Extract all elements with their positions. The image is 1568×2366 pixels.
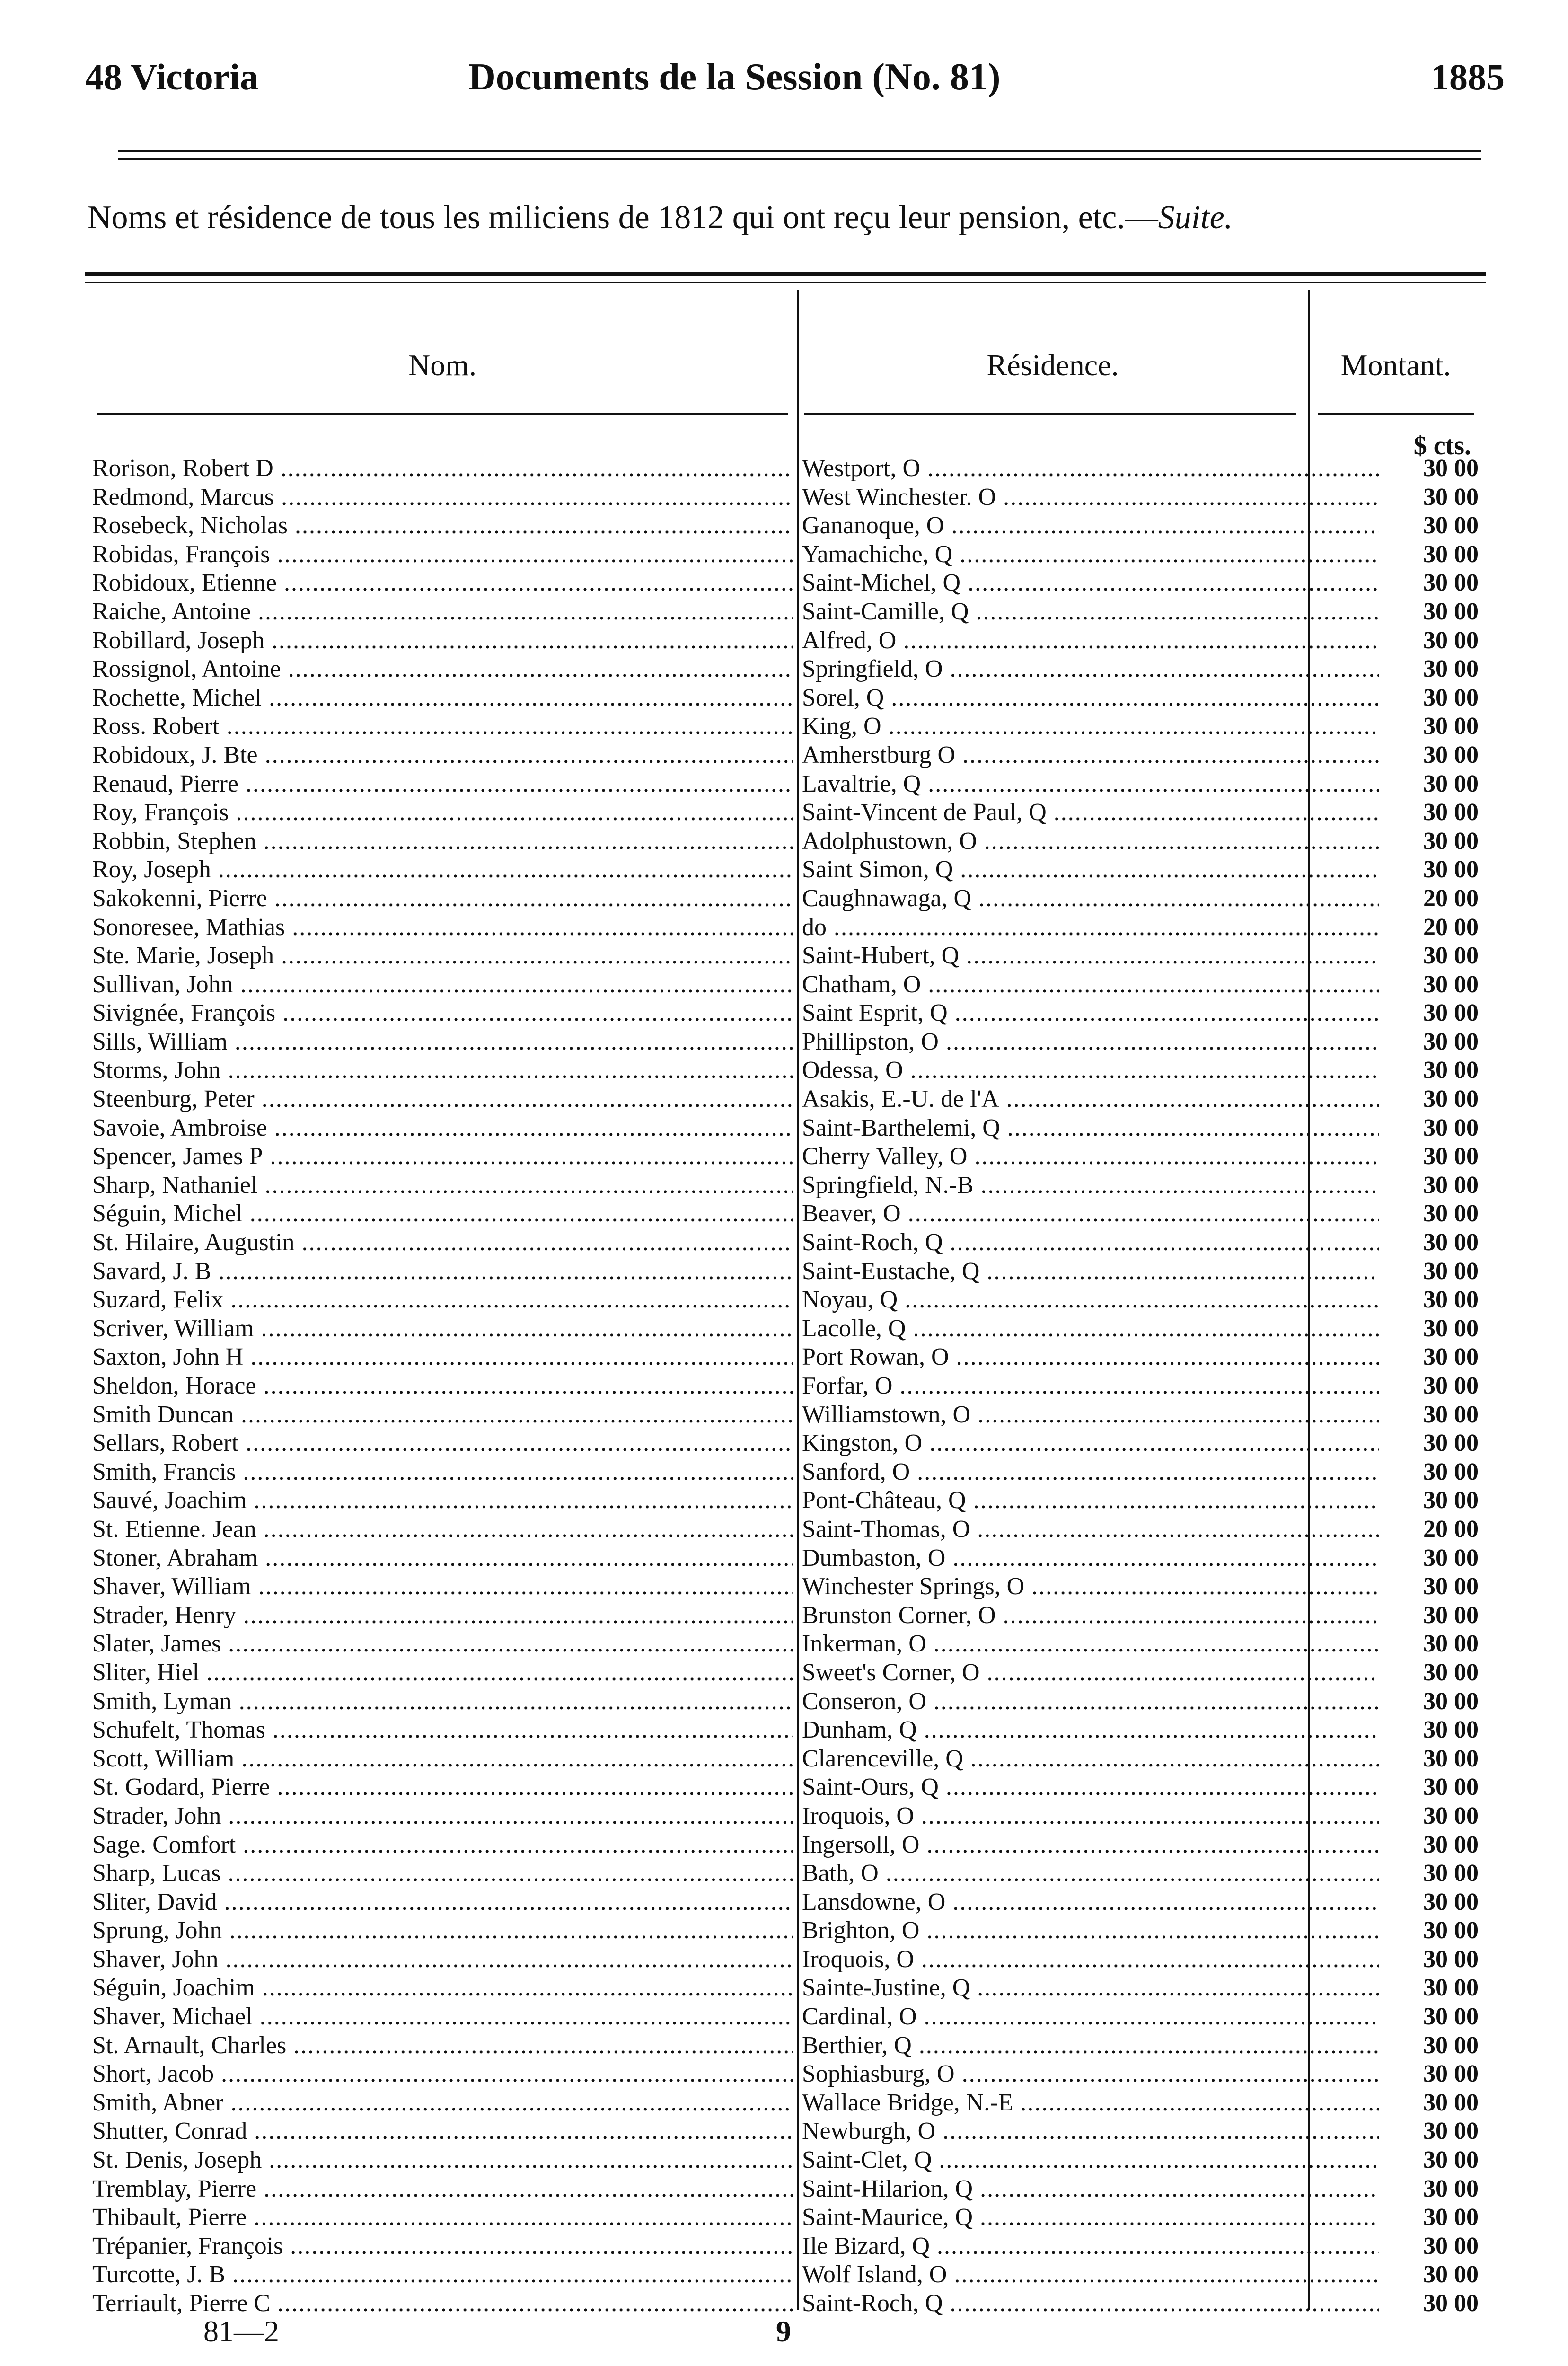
- amount-cell: 30 00: [1423, 1601, 1479, 1629]
- amount-cell: 30 00: [1423, 1458, 1479, 1485]
- militia-name: Saxton, John H .....: [92, 1343, 793, 1371]
- militia-name: Smith, Francis .....: [92, 1458, 793, 1486]
- militia-name: Trépanier, François .....: [92, 2232, 793, 2260]
- amount-cell: 30 00: [1423, 540, 1479, 568]
- amount-cell: 30 00: [1423, 1114, 1479, 1141]
- residence-cell: Dunham, Q .....: [802, 1716, 1379, 1744]
- residence-cell: Clarenceville, Q .....: [802, 1745, 1379, 1773]
- table-row: [92, 684, 1479, 713]
- amount-cell: 30 00: [1423, 598, 1479, 625]
- amount-cell: 30 00: [1423, 1860, 1479, 1887]
- table-row: [92, 1888, 1479, 1917]
- militia-name: Thibault, Pierre .....: [92, 2203, 793, 2232]
- footer-document-number: 81—2: [203, 2314, 279, 2348]
- table-row: [92, 454, 1479, 483]
- militia-name: Roy, François .....: [92, 798, 793, 827]
- amount-cell: 30 00: [1423, 1687, 1479, 1715]
- amount-cell: 30 00: [1423, 827, 1479, 855]
- pension-table: [92, 454, 1479, 2318]
- table-row: [92, 942, 1479, 971]
- residence-cell: Wallace Bridge, N.-E .....: [802, 2089, 1379, 2117]
- residence-cell: Iroquois, O .....: [802, 1945, 1379, 1974]
- militia-name: Raiche, Antoine .....: [92, 598, 793, 626]
- residence-cell: Saint-Hilarion, Q .....: [802, 2175, 1379, 2203]
- amount-cell: 30 00: [1423, 1028, 1479, 1055]
- militia-name: Sheldon, Horace .....: [92, 1372, 793, 1400]
- militia-name: Steenburg, Peter .....: [92, 1085, 793, 1113]
- table-row: [92, 1429, 1479, 1458]
- residence-cell: Brunston Corner, O .....: [802, 1601, 1379, 1630]
- militia-name: Robidoux, Etienne .....: [92, 569, 793, 597]
- table-row: [92, 1916, 1479, 1945]
- militia-name: Smith, Lyman .....: [92, 1687, 793, 1716]
- amount-cell: 30 00: [1423, 1200, 1479, 1227]
- table-row: [92, 1372, 1479, 1401]
- residence-cell: Saint-Michel, Q .....: [802, 569, 1379, 597]
- table-row: [92, 971, 1479, 999]
- militia-name: Spencer, James P .....: [92, 1142, 793, 1171]
- militia-name: Sivignée, François .....: [92, 999, 793, 1027]
- table-top-rule-thin: [85, 282, 1486, 283]
- amount-cell: 30 00: [1423, 1086, 1479, 1113]
- table-row: [92, 1659, 1479, 1687]
- amount-cell: 30 00: [1423, 1430, 1479, 1457]
- table-row: [92, 770, 1479, 799]
- table-row: [92, 1515, 1479, 1544]
- table-row: [92, 2031, 1479, 2060]
- table-row: [92, 1228, 1479, 1257]
- amount-cell: 30 00: [1423, 713, 1479, 740]
- militia-name: Robbin, Stephen .....: [92, 827, 793, 856]
- militia-name: Rochette, Michel .....: [92, 684, 793, 712]
- residence-cell: Caughnawaga, Q .....: [802, 884, 1379, 913]
- table-row: [92, 856, 1479, 884]
- table-row: [92, 1315, 1479, 1343]
- militia-name: Slater, James .....: [92, 1630, 793, 1658]
- table-row: [92, 2117, 1479, 2146]
- residence-cell: Bath, O .....: [802, 1859, 1379, 1888]
- residence-cell: Kingston, O .....: [802, 1429, 1379, 1457]
- table-row: [92, 1745, 1479, 1774]
- currency-label: $ cts.: [1413, 431, 1471, 460]
- militia-name: Sonoresee, Mathias .....: [92, 913, 793, 942]
- header-sep-montant: [1318, 413, 1474, 415]
- militia-name: Sauvé, Joachim .....: [92, 1486, 793, 1515]
- table-row: [92, 1544, 1479, 1573]
- militia-name: Smith, Abner .....: [92, 2089, 793, 2117]
- amount-cell: 30 00: [1423, 1659, 1479, 1686]
- militia-name: Séguin, Michel .....: [92, 1200, 793, 1228]
- residence-cell: Ile Bizard, Q .....: [802, 2232, 1379, 2260]
- militia-name: Ross. Robert .....: [92, 712, 793, 741]
- militia-name: Ste. Marie, Joseph .....: [92, 942, 793, 970]
- table-row: [92, 1831, 1479, 1860]
- table-row: [92, 1945, 1479, 1974]
- residence-cell: Saint-Roch, Q .....: [802, 1228, 1379, 1257]
- residence-cell: Cardinal, O .....: [802, 2003, 1379, 2031]
- amount-cell: 30 00: [1423, 455, 1479, 482]
- table-row: [92, 2175, 1479, 2204]
- amount-cell: 30 00: [1423, 1745, 1479, 1772]
- residence-cell: Noyau, Q .....: [802, 1286, 1379, 1314]
- table-row: [92, 2146, 1479, 2175]
- amount-cell: 30 00: [1423, 483, 1479, 511]
- table-row: [92, 1773, 1479, 1802]
- residence-cell: Springfield, N.-B .....: [802, 1171, 1379, 1200]
- residence-cell: Beaver, O .....: [802, 1200, 1379, 1228]
- amount-cell: 30 00: [1423, 1057, 1479, 1084]
- residence-cell: Phillipston, O .....: [802, 1028, 1379, 1056]
- residence-cell: Yamachiche, Q .....: [802, 540, 1379, 569]
- amount-cell: 30 00: [1423, 2003, 1479, 2031]
- table-row: [92, 1200, 1479, 1228]
- table-row: [92, 1028, 1479, 1057]
- table-row: [92, 827, 1479, 856]
- amount-cell: 30 00: [1423, 2232, 1479, 2260]
- militia-name: Scriver, William .....: [92, 1315, 793, 1343]
- residence-cell: Iroquois, O .....: [802, 1802, 1379, 1830]
- amount-cell: 30 00: [1423, 2146, 1479, 2174]
- table-row: [92, 1142, 1479, 1171]
- militia-name: Storms, John .....: [92, 1056, 793, 1085]
- table-row: [92, 1974, 1479, 2003]
- header-sep-residence: [804, 413, 1296, 415]
- header-sep-nom: [97, 413, 788, 415]
- residence-cell: Lacolle, Q .....: [802, 1315, 1379, 1343]
- amount-cell: 20 00: [1423, 913, 1479, 941]
- residence-cell: Saint-Hubert, Q .....: [802, 942, 1379, 970]
- militia-name: St. Denis, Joseph .....: [92, 2146, 793, 2174]
- militia-name: Sharp, Lucas .....: [92, 1859, 793, 1888]
- residence-cell: Saint-Eustache, Q .....: [802, 1257, 1379, 1286]
- table-caption: [88, 199, 1488, 237]
- amount-cell: 30 00: [1423, 1487, 1479, 1514]
- militia-name: Sliter, Hiel .....: [92, 1659, 793, 1687]
- header-rule-bottom: [118, 158, 1481, 160]
- residence-cell: do .....: [802, 913, 1379, 942]
- table-row: [92, 1859, 1479, 1888]
- militia-name: Strader, John .....: [92, 1802, 793, 1830]
- residence-cell: Saint-Vincent de Paul, Q .....: [802, 798, 1379, 827]
- table-row: [92, 798, 1479, 827]
- amount-cell: 30 00: [1423, 2204, 1479, 2231]
- militia-name: Savard, J. B .....: [92, 1257, 793, 1286]
- table-row: [92, 1085, 1479, 1114]
- table-row: [92, 1458, 1479, 1487]
- table-row: [92, 1343, 1479, 1372]
- table-row: [92, 1716, 1479, 1745]
- militia-name: Stoner, Abraham .....: [92, 1544, 793, 1572]
- amount-cell: 30 00: [1423, 1401, 1479, 1428]
- amount-cell: 30 00: [1423, 684, 1479, 711]
- militia-name: Sharp, Nathaniel .....: [92, 1171, 793, 1200]
- militia-name: Sage. Comfort .....: [92, 1831, 793, 1859]
- table-row: [92, 540, 1479, 569]
- militia-name: St. Godard, Pierre .....: [92, 1773, 793, 1801]
- table-row: [92, 999, 1479, 1028]
- amount-cell: 20 00: [1423, 884, 1479, 912]
- document-title: Documents de la Session (No. 81): [468, 56, 1001, 98]
- residence-cell: Cherry Valley, O .....: [802, 1142, 1379, 1171]
- amount-cell: 30 00: [1423, 569, 1479, 597]
- residence-cell: Sorel, Q .....: [802, 684, 1379, 712]
- militia-name: Rossignol, Antoine .....: [92, 655, 793, 683]
- table-row: [92, 712, 1479, 741]
- amount-cell: 30 00: [1423, 1544, 1479, 1571]
- residence-cell: King, O .....: [802, 712, 1379, 741]
- militia-name: Savoie, Ambroise .....: [92, 1114, 793, 1142]
- amount-cell: 30 00: [1423, 2118, 1479, 2145]
- table-row: [92, 2203, 1479, 2232]
- amount-cell: 30 00: [1423, 1143, 1479, 1170]
- table-row: [92, 2089, 1479, 2118]
- table-row: [92, 627, 1479, 655]
- residence-cell: West Winchester. O .....: [802, 483, 1379, 512]
- residence-cell: Gananoque, O .....: [802, 512, 1379, 540]
- amount-cell: 30 00: [1423, 942, 1479, 970]
- residence-cell: Saint-Barthelemi, Q .....: [802, 1114, 1379, 1142]
- militia-name: Tremblay, Pierre .....: [92, 2175, 793, 2203]
- header-rule-top: [118, 150, 1481, 152]
- militia-name: Sliter, David .....: [92, 1888, 793, 1916]
- amount-cell: 30 00: [1423, 2060, 1479, 2088]
- table-row: [92, 1486, 1479, 1515]
- residence-cell: Odessa, O .....: [802, 1056, 1379, 1085]
- amount-cell: 30 00: [1423, 1774, 1479, 1801]
- residence-cell: Inkerman, O .....: [802, 1630, 1379, 1658]
- amount-cell: 30 00: [1423, 1573, 1479, 1600]
- amount-cell: 30 00: [1423, 1945, 1479, 1973]
- caption-suite: Suite.: [1158, 199, 1233, 236]
- table-row: [92, 1601, 1479, 1630]
- table-row: [92, 1286, 1479, 1315]
- amount-cell: 30 00: [1423, 741, 1479, 768]
- amount-cell: 30 00: [1423, 1229, 1479, 1256]
- residence-cell: Sweet's Corner, O .....: [802, 1659, 1379, 1687]
- amount-cell: 30 00: [1423, 1343, 1479, 1371]
- residence-cell: Saint-Thomas, O .....: [802, 1515, 1379, 1544]
- militia-name: St. Arnault, Charles .....: [92, 2031, 793, 2060]
- table-row: [92, 913, 1479, 942]
- column-header-nom: Nom.: [408, 348, 476, 382]
- table-row: [92, 598, 1479, 627]
- amount-cell: 30 00: [1423, 1974, 1479, 2002]
- residence-cell: Springfield, O .....: [802, 655, 1379, 683]
- amount-cell: 30 00: [1423, 1257, 1479, 1285]
- table-row: [92, 1056, 1479, 1085]
- amount-cell: 30 00: [1423, 2031, 1479, 2059]
- militia-name: Séguin, Joachim .....: [92, 1974, 793, 2002]
- residence-cell: Brighton, O .....: [802, 1916, 1379, 1945]
- residence-cell: Alfred, O .....: [802, 627, 1379, 655]
- amount-cell: 30 00: [1423, 1888, 1479, 1916]
- residence-cell: Dumbaston, O .....: [802, 1544, 1379, 1572]
- table-row: [92, 1257, 1479, 1286]
- residence-cell: Adolphustown, O .....: [802, 827, 1379, 856]
- militia-name: Robidas, François .....: [92, 540, 793, 569]
- amount-cell: 20 00: [1423, 1515, 1479, 1543]
- militia-name: Sills, William .....: [92, 1028, 793, 1056]
- amount-cell: 30 00: [1423, 627, 1479, 654]
- residence-cell: Forfar, O .....: [802, 1372, 1379, 1400]
- year-label: 1885: [1431, 56, 1505, 97]
- column-header-residence: Résidence.: [987, 348, 1119, 382]
- militia-name: Shaver, John .....: [92, 1945, 793, 1974]
- amount-cell: 30 00: [1423, 512, 1479, 539]
- table-row: [92, 1572, 1479, 1601]
- residence-cell: Lavaltrie, Q .....: [802, 770, 1379, 798]
- column-header-montant: Montant.: [1340, 348, 1451, 382]
- residence-cell: Sanford, O .....: [802, 1458, 1379, 1486]
- amount-cell: 30 00: [1423, 770, 1479, 797]
- residence-cell: Winchester Springs, O .....: [802, 1572, 1379, 1601]
- residence-cell: Conseron, O .....: [802, 1687, 1379, 1716]
- residence-cell: Saint-Clet, Q .....: [802, 2146, 1379, 2174]
- table-row: [92, 1687, 1479, 1716]
- table-row: [92, 1171, 1479, 1200]
- page-number: 9: [776, 2314, 791, 2348]
- militia-name: Turcotte, J. B .....: [92, 2260, 793, 2289]
- residence-cell: Saint Simon, Q .....: [802, 856, 1379, 884]
- residence-cell: Saint-Roch, Q .....: [802, 2289, 1379, 2318]
- residence-cell: Lansdowne, O .....: [802, 1888, 1379, 1916]
- militia-name: Short, Jacob .....: [92, 2060, 793, 2088]
- militia-name: Shaver, Michael .....: [92, 2003, 793, 2031]
- militia-name: Sullivan, John .....: [92, 971, 793, 999]
- amount-cell: 30 00: [1423, 2290, 1479, 2317]
- militia-name: Terriault, Pierre C .....: [92, 2289, 793, 2318]
- militia-name: Sakokenni, Pierre .....: [92, 884, 793, 913]
- amount-cell: 30 00: [1423, 2261, 1479, 2288]
- table-row: [92, 483, 1479, 512]
- table-row: [92, 2060, 1479, 2089]
- amount-cell: 30 00: [1423, 799, 1479, 826]
- residence-cell: Saint-Maurice, Q .....: [802, 2203, 1379, 2232]
- amount-cell: 30 00: [1423, 1831, 1479, 1858]
- residence-cell: Wolf Island, O .....: [802, 2260, 1379, 2289]
- page-header: [85, 56, 1505, 113]
- residence-cell: Saint Esprit, Q .....: [802, 999, 1379, 1027]
- residence-cell: Newburgh, O .....: [802, 2117, 1379, 2145]
- residence-cell: Chatham, O .....: [802, 971, 1379, 999]
- residence-cell: Ingersoll, O .....: [802, 1831, 1379, 1859]
- militia-name: Sellars, Robert .....: [92, 1429, 793, 1457]
- militia-name: Sprung, John .....: [92, 1916, 793, 1945]
- militia-name: Robidoux, J. Bte .....: [92, 741, 793, 769]
- residence-cell: Saint-Ours, Q .....: [802, 1773, 1379, 1801]
- militia-name: Smith Duncan .....: [92, 1401, 793, 1429]
- residence-cell: Sophiasburg, O .....: [802, 2060, 1379, 2088]
- residence-cell: Westport, O .....: [802, 454, 1379, 483]
- residence-cell: Port Rowan, O .....: [802, 1343, 1379, 1371]
- militia-name: Strader, Henry .....: [92, 1601, 793, 1630]
- table-row: [92, 655, 1479, 684]
- amount-cell: 30 00: [1423, 971, 1479, 998]
- militia-name: Schufelt, Thomas .....: [92, 1716, 793, 1744]
- table-row: [92, 1401, 1479, 1430]
- amount-cell: 30 00: [1423, 999, 1479, 1027]
- amount-cell: 30 00: [1423, 1716, 1479, 1744]
- table-row: [92, 884, 1479, 913]
- residence-cell: Saint-Camille, Q .....: [802, 598, 1379, 626]
- residence-cell: Pont-Château, Q .....: [802, 1486, 1379, 1515]
- militia-name: Shaver, William .....: [92, 1572, 793, 1601]
- residence-cell: Amherstburg O .....: [802, 741, 1379, 769]
- residence-cell: Sainte-Justine, Q .....: [802, 1974, 1379, 2002]
- militia-name: Shutter, Conrad .....: [92, 2117, 793, 2145]
- table-row: [92, 1802, 1479, 1831]
- amount-cell: 30 00: [1423, 1630, 1479, 1658]
- militia-name: Robillard, Joseph .....: [92, 627, 793, 655]
- caption-text: Noms et résidence de tous les miliciens de 1812 qui ont reçu leur pension, etc.—: [88, 199, 1158, 236]
- militia-name: Scott, William .....: [92, 1745, 793, 1773]
- amount-cell: 30 00: [1423, 2089, 1479, 2116]
- table-row: [92, 512, 1479, 540]
- militia-name: Renaud, Pierre .....: [92, 770, 793, 798]
- table-top-rule: [85, 272, 1486, 276]
- militia-name: Suzard, Felix .....: [92, 1286, 793, 1314]
- militia-name: St. Hilaire, Augustin .....: [92, 1228, 793, 1257]
- residence-cell: Berthier, Q .....: [802, 2031, 1379, 2060]
- amount-cell: 30 00: [1423, 1802, 1479, 1829]
- table-row: [92, 569, 1479, 598]
- table-row: [92, 741, 1479, 770]
- amount-cell: 30 00: [1423, 1171, 1479, 1199]
- amount-cell: 30 00: [1423, 1286, 1479, 1314]
- militia-name: Redmond, Marcus .....: [92, 483, 793, 512]
- table-row: [92, 1114, 1479, 1143]
- residence-cell: Asakis, E.-U. de l'A .....: [802, 1085, 1379, 1113]
- table-row: [92, 2003, 1479, 2031]
- militia-name: Rorison, Robert D .....: [92, 454, 793, 483]
- residence-cell: Williamstown, O .....: [802, 1401, 1379, 1429]
- militia-name: St. Etienne. Jean .....: [92, 1515, 793, 1544]
- amount-cell: 30 00: [1423, 2175, 1479, 2202]
- amount-cell: 30 00: [1423, 1372, 1479, 1399]
- table-row: [92, 1630, 1479, 1659]
- militia-name: Roy, Joseph .....: [92, 856, 793, 884]
- session-label: 48 Victoria: [85, 56, 259, 97]
- amount-cell: 30 00: [1423, 655, 1479, 683]
- amount-cell: 30 00: [1423, 1917, 1479, 1944]
- militia-name: Rosebeck, Nicholas .....: [92, 512, 793, 540]
- table-row: [92, 2260, 1479, 2289]
- table-row: [92, 2232, 1479, 2261]
- amount-cell: 30 00: [1423, 1315, 1479, 1342]
- amount-cell: 30 00: [1423, 856, 1479, 883]
